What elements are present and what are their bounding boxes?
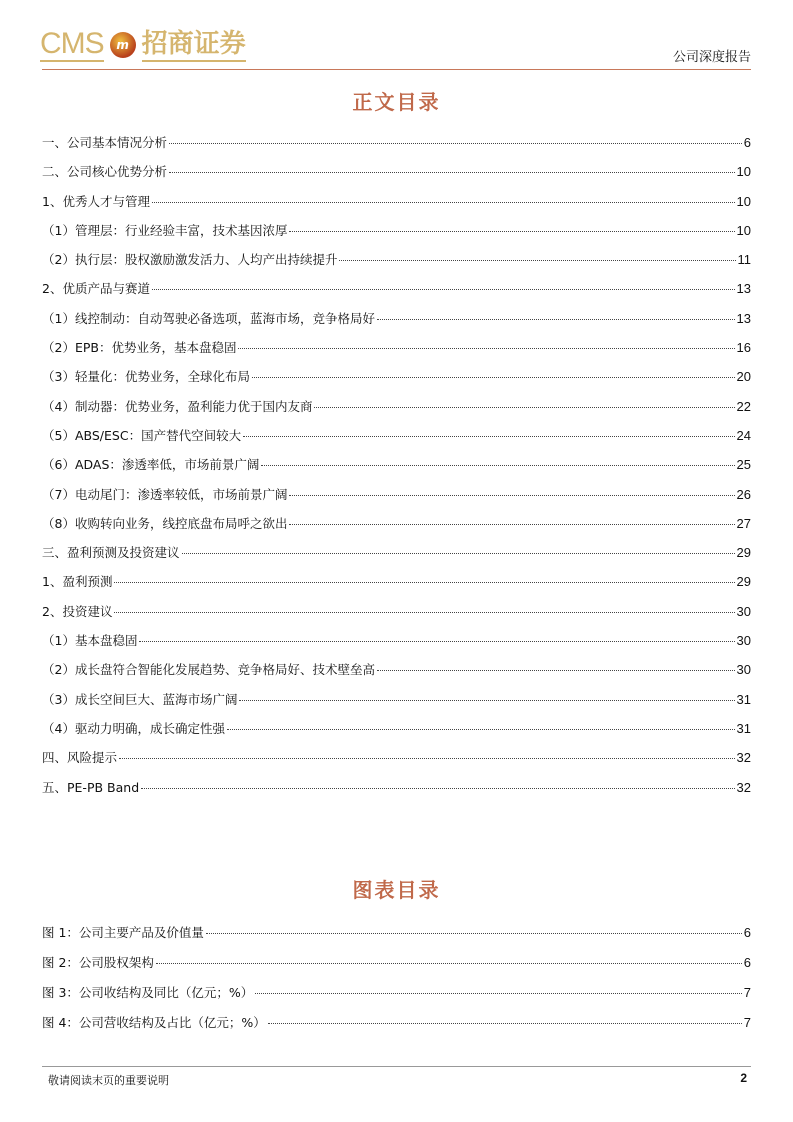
- entry-label: （4）制动器：优势业务，盈利能力优于国内友商: [42, 398, 313, 414]
- dot-leader: [339, 260, 735, 261]
- entry-page: 10: [736, 193, 751, 209]
- dot-leader: [239, 700, 734, 701]
- entry-label: （2）成长盘符合智能化发展趋势、竞争格局好、技术壁垒高: [42, 662, 375, 678]
- dot-leader: [377, 319, 735, 320]
- logo-seal-icon: m: [110, 32, 136, 58]
- toc-title: 正文目录: [352, 90, 441, 114]
- entry-label: （2）执行层：股权激励激发活力、人均产出持续提升: [42, 252, 338, 268]
- entry-page: 7: [743, 985, 751, 1000]
- entry-label: 一、公司基本情况分析: [42, 135, 168, 150]
- entry-page: 10: [736, 164, 751, 180]
- entry-page: 32: [736, 779, 751, 795]
- dot-leader: [141, 788, 734, 789]
- dot-leader: [314, 407, 734, 408]
- entry-label: 1、盈利预测: [42, 574, 113, 590]
- toc-entry[interactable]: [42, 480, 751, 509]
- toc-entry[interactable]: [42, 567, 751, 596]
- entry-label: 2、投资建议: [42, 603, 113, 619]
- figure-entry[interactable]: [42, 1008, 751, 1038]
- entry-label: （5）ABS/ESC：国产替代空间较大: [42, 427, 242, 443]
- dot-leader: [119, 758, 735, 759]
- toc-entry[interactable]: [42, 157, 751, 186]
- entry-label: （3）轻量化：优势业务，全球化布局: [42, 369, 250, 385]
- entry-label: 图 4：公司营收结构及占比（亿元；%）: [42, 1015, 266, 1030]
- entry-page: 29: [736, 574, 751, 590]
- toc-entry[interactable]: [42, 773, 751, 802]
- entry-label: （1）管理层：行业经验丰富，技术基因浓厚: [42, 222, 288, 238]
- entry-label: 图 3：公司收结构及同比（亿元；%）: [42, 985, 254, 1000]
- header-divider: [42, 69, 751, 70]
- entry-label: （7）电动尾门：渗透率较低，市场前景广阔: [42, 486, 288, 502]
- toc-entry[interactable]: [42, 392, 751, 421]
- dot-leader: [152, 202, 735, 203]
- toc-entry[interactable]: [42, 450, 751, 479]
- report-type: 公司深度报告: [672, 50, 751, 65]
- entry-page: 31: [736, 720, 751, 736]
- dot-leader: [169, 172, 735, 173]
- toc-entry[interactable]: [42, 626, 751, 655]
- dot-leader: [152, 289, 735, 290]
- entry-page: 11: [737, 252, 751, 268]
- page-number: 2: [740, 1071, 747, 1085]
- entry-page: 13: [736, 281, 751, 297]
- dot-leader: [289, 524, 734, 525]
- entry-label: 三、盈利预测及投资建议: [42, 545, 180, 561]
- entry-page: 30: [736, 662, 751, 678]
- entry-page: 29: [736, 545, 751, 561]
- entry-label: （3）成长空间巨大、蓝海市场广阔: [42, 691, 238, 707]
- toc-entry[interactable]: [42, 597, 751, 626]
- entry-label: 二、公司核心优势分析: [42, 164, 168, 180]
- entry-page: 22: [736, 398, 751, 414]
- dot-leader: [227, 729, 735, 730]
- toc-entry[interactable]: [42, 743, 751, 772]
- entry-page: 10: [736, 222, 751, 238]
- entry-page: 25: [736, 457, 751, 473]
- footer-divider: [42, 1066, 751, 1067]
- toc-entry[interactable]: [42, 128, 751, 157]
- dot-leader: [252, 377, 735, 378]
- entry-page: 7: [743, 1015, 751, 1030]
- toc-entry[interactable]: [42, 304, 751, 333]
- toc-entry[interactable]: [42, 245, 751, 274]
- toc-entry[interactable]: [42, 333, 751, 362]
- toc-entry[interactable]: [42, 509, 751, 538]
- toc-entry[interactable]: [42, 538, 751, 567]
- entry-label: 2、优质产品与赛道: [42, 281, 150, 297]
- toc-entry[interactable]: [42, 655, 751, 684]
- entry-label: （4）驱动力明确，成长确定性强: [42, 720, 225, 736]
- dot-leader: [255, 993, 741, 994]
- figure-entry[interactable]: [42, 948, 751, 978]
- entry-page: 30: [736, 603, 751, 619]
- entry-label: （1）基本盘稳固: [42, 633, 138, 649]
- toc-entry[interactable]: [42, 274, 751, 303]
- company-logo: [40, 26, 246, 64]
- entry-label: 图 2：公司股权架构: [42, 955, 154, 970]
- entry-page: 27: [736, 515, 751, 531]
- entry-page: 16: [736, 340, 751, 356]
- entry-label: 四、风险提示: [42, 750, 118, 766]
- dot-leader: [156, 963, 742, 964]
- entry-page: 20: [736, 369, 751, 385]
- figure-list: [42, 918, 751, 1038]
- dot-leader: [289, 495, 734, 496]
- entry-page: 6: [743, 955, 751, 970]
- logo-en: CMS: [40, 27, 104, 60]
- dot-leader: [206, 933, 742, 934]
- entry-label: 1、优秀人才与管理: [42, 193, 150, 209]
- toc-entry[interactable]: [42, 362, 751, 391]
- footer-note: 敬请阅读末页的重要说明: [48, 1074, 169, 1087]
- dot-leader: [377, 670, 735, 671]
- entry-page: 32: [736, 750, 751, 766]
- logo-cn: 招商证券: [142, 28, 246, 62]
- entry-label: 五、PE-PB Band: [42, 779, 140, 795]
- figure-entry[interactable]: [42, 918, 751, 948]
- toc-entry[interactable]: [42, 685, 751, 714]
- figure-entry[interactable]: [42, 978, 751, 1008]
- entry-label: 图 1：公司主要产品及价值量: [42, 925, 204, 940]
- entry-page: 30: [736, 633, 751, 649]
- dot-leader: [243, 436, 734, 437]
- dot-leader: [289, 231, 734, 232]
- toc-list: [42, 128, 751, 802]
- entry-page: 13: [736, 310, 751, 326]
- dot-leader: [261, 465, 734, 466]
- dot-leader: [169, 143, 742, 144]
- figure-toc-title: 图表目录: [352, 878, 441, 902]
- entry-label: （2）EPB：优势业务，基本盘稳固: [42, 340, 237, 356]
- entry-page: 24: [736, 427, 751, 443]
- entry-page: 6: [743, 135, 751, 150]
- entry-label: （6）ADAS：渗透率低，市场前景广阔: [42, 457, 260, 473]
- dot-leader: [114, 612, 734, 613]
- dot-leader: [139, 641, 734, 642]
- dot-leader: [238, 348, 734, 349]
- toc-entry[interactable]: [42, 421, 751, 450]
- entry-page: 6: [743, 925, 751, 940]
- entry-page: 31: [736, 691, 751, 707]
- entry-label: （8）收购转向业务，线控底盘布局呼之欲出: [42, 515, 288, 531]
- entry-page: 26: [736, 486, 751, 502]
- toc-entry[interactable]: [42, 714, 751, 743]
- toc-entry[interactable]: [42, 187, 751, 216]
- dot-leader: [114, 582, 734, 583]
- entry-label: （1）线控制动：自动驾驶必备选项，蓝海市场，竞争格局好: [42, 310, 375, 326]
- dot-leader: [182, 553, 735, 554]
- toc-entry[interactable]: [42, 216, 751, 245]
- dot-leader: [268, 1023, 742, 1024]
